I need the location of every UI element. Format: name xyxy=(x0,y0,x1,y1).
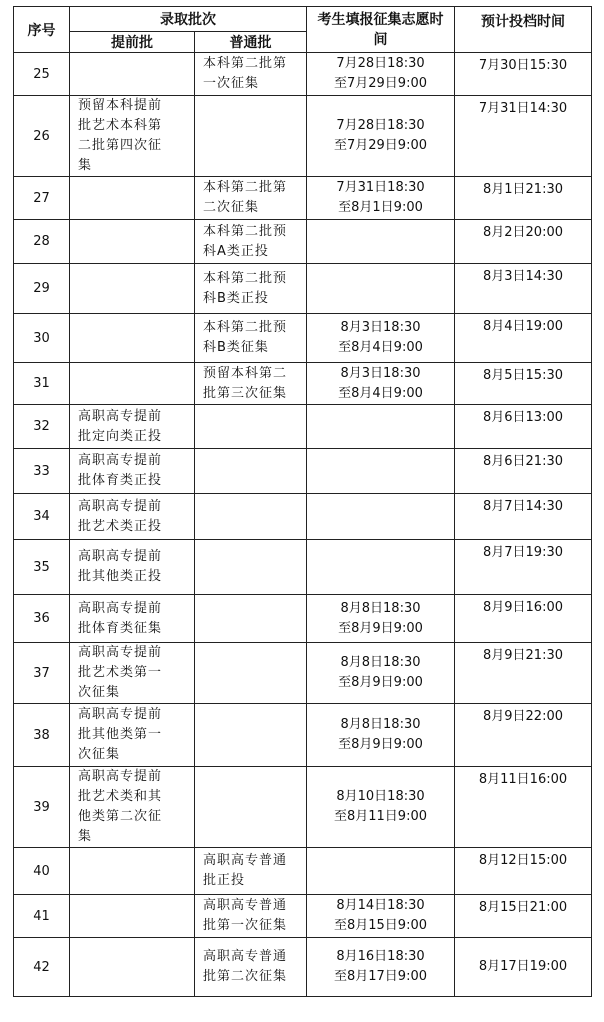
cell-line: 次征集 xyxy=(78,747,121,762)
cell-pre-time xyxy=(455,96,592,177)
cell-line: 8月7日14:30 xyxy=(482,499,563,514)
cell-line: 高职高专提前 xyxy=(78,408,163,424)
cell-fill-time xyxy=(307,177,455,220)
cell-regular-batch xyxy=(195,895,307,938)
header-seq: 序号 xyxy=(14,7,70,53)
cell-line: 8月3日18:30 xyxy=(340,320,421,335)
cell-line: 8月2日20:00 xyxy=(482,225,563,240)
cell-regular-batch xyxy=(195,96,307,177)
cell-seq: 29 xyxy=(14,264,70,314)
cell-seq: 36 xyxy=(14,595,70,643)
table-row xyxy=(14,895,592,938)
cell-regular-batch xyxy=(195,314,307,363)
cell-line: 高职高专提前 xyxy=(78,645,163,660)
cell-line: 至8月17日9:00 xyxy=(333,969,427,984)
cell-early-batch xyxy=(70,540,195,595)
cell-line: 高职高专提前 xyxy=(78,453,163,468)
cell-regular-batch xyxy=(195,643,307,704)
cell-pre-time xyxy=(455,363,592,405)
cell-fill-time xyxy=(307,767,455,848)
cell-line: 批体育类征集 xyxy=(78,620,163,636)
cell-seq: 28 xyxy=(14,220,70,264)
cell-line: 本科第二批第 xyxy=(203,180,288,195)
cell-line: 科A类正投 xyxy=(203,243,269,259)
cell-line: 8月1日21:30 xyxy=(482,182,563,197)
header-row xyxy=(14,7,592,32)
cell-early-batch xyxy=(70,938,195,997)
cell-line: 8月6日13:00 xyxy=(482,410,563,425)
cell-regular-batch xyxy=(195,177,307,220)
cell-line: 次征集 xyxy=(78,685,121,700)
cell-pre-time xyxy=(455,848,592,895)
table-row xyxy=(14,540,592,595)
cell-seq: 38 xyxy=(14,704,70,767)
cell-regular-batch xyxy=(195,595,307,643)
cell-regular-batch xyxy=(195,540,307,595)
cell-line: 批艺术类和其 xyxy=(78,789,163,804)
cell-regular-batch xyxy=(195,405,307,449)
cell-line: 集 xyxy=(78,158,93,173)
table-row xyxy=(14,363,592,405)
cell-line: 8月4日19:00 xyxy=(482,319,563,334)
table-row xyxy=(14,177,592,220)
cell-line: 8月14日18:30 xyxy=(336,898,425,913)
cell-line: 高职高专提前 xyxy=(78,707,163,722)
cell-fill-time xyxy=(307,96,455,177)
cell-line: 一次征集 xyxy=(203,76,260,91)
cell-seq: 31 xyxy=(14,363,70,405)
cell-regular-batch xyxy=(195,53,307,96)
table-row xyxy=(14,220,592,264)
cell-early-batch xyxy=(70,314,195,363)
cell-early-batch xyxy=(70,363,195,405)
cell-pre-time xyxy=(455,405,592,449)
cell-regular-batch xyxy=(195,264,307,314)
cell-line: 二次征集 xyxy=(203,200,260,215)
table-row xyxy=(14,53,592,96)
cell-line: 批第一次征集 xyxy=(203,918,288,933)
cell-seq: 26 xyxy=(14,96,70,177)
cell-line: 批第三次征集 xyxy=(203,385,288,401)
header-regular: 普通批 xyxy=(195,32,307,53)
header-fill-label: 考生填报征集志愿时间 xyxy=(317,11,444,48)
cell-line: 8月7日19:30 xyxy=(482,545,563,560)
cell-seq: 34 xyxy=(14,494,70,540)
cell-line: 本科第二批预 xyxy=(203,223,288,239)
cell-pre-time xyxy=(455,704,592,767)
cell-line: 预留本科提前 xyxy=(78,98,163,113)
cell-line: 科B类正投 xyxy=(203,290,269,306)
cell-seq: 40 xyxy=(14,848,70,895)
cell-line: 批艺术类第一 xyxy=(78,665,163,680)
cell-line: 至8月9日9:00 xyxy=(338,620,423,636)
cell-pre-time xyxy=(455,895,592,938)
cell-line: 预留本科第二 xyxy=(203,365,288,381)
cell-fill-time xyxy=(307,540,455,595)
cell-line: 本科第二批预 xyxy=(203,270,288,286)
cell-line: 8月3日18:30 xyxy=(340,365,421,381)
cell-early-batch xyxy=(70,220,195,264)
cell-early-batch xyxy=(70,895,195,938)
header-fill-time xyxy=(307,7,455,53)
cell-regular-batch xyxy=(195,220,307,264)
cell-line: 8月9日22:00 xyxy=(482,709,563,724)
cell-line: 至8月9日9:00 xyxy=(338,737,423,752)
cell-line: 至8月9日9:00 xyxy=(338,675,423,690)
cell-line: 他类第二次征 xyxy=(78,809,163,824)
cell-fill-time xyxy=(307,405,455,449)
cell-seq: 27 xyxy=(14,177,70,220)
cell-fill-time xyxy=(307,220,455,264)
cell-pre-time xyxy=(455,494,592,540)
table-row xyxy=(14,264,592,314)
table-row xyxy=(14,938,592,997)
cell-seq: 39 xyxy=(14,767,70,848)
table-row xyxy=(14,405,592,449)
cell-early-batch xyxy=(70,405,195,449)
cell-line: 批正投 xyxy=(203,873,246,888)
table-row xyxy=(14,767,592,848)
cell-pre-time xyxy=(455,177,592,220)
cell-seq: 25 xyxy=(14,53,70,96)
cell-line: 高职高专提前 xyxy=(78,769,163,784)
table-row xyxy=(14,704,592,767)
cell-line: 批体育类正投 xyxy=(78,473,163,488)
cell-line: 7月31日18:30 xyxy=(336,180,425,195)
cell-seq: 41 xyxy=(14,895,70,938)
cell-pre-time xyxy=(455,540,592,595)
cell-fill-time xyxy=(307,53,455,96)
cell-line: 高职高专提前 xyxy=(78,600,163,616)
cell-fill-time xyxy=(307,643,455,704)
cell-fill-time xyxy=(307,704,455,767)
cell-line: 批艺术本科第 xyxy=(78,118,163,133)
cell-regular-batch xyxy=(195,704,307,767)
cell-seq: 30 xyxy=(14,314,70,363)
cell-fill-time xyxy=(307,314,455,363)
cell-pre-time xyxy=(455,938,592,997)
cell-fill-time xyxy=(307,494,455,540)
cell-seq: 32 xyxy=(14,405,70,449)
cell-line: 二批第四次征 xyxy=(78,138,163,153)
cell-line: 本科第二批第 xyxy=(203,56,288,71)
table-row xyxy=(14,314,592,363)
cell-line: 8月9日16:00 xyxy=(482,600,563,615)
cell-line: 8月8日18:30 xyxy=(340,655,421,670)
schedule-table xyxy=(13,6,592,997)
cell-early-batch xyxy=(70,449,195,494)
cell-line: 本科第二批预 xyxy=(203,320,288,335)
cell-line: 8月8日18:30 xyxy=(340,717,421,732)
cell-early-batch xyxy=(70,595,195,643)
cell-line: 至7月29日9:00 xyxy=(333,138,427,153)
cell-pre-time xyxy=(455,53,592,96)
cell-early-batch xyxy=(70,177,195,220)
cell-line: 至7月29日9:00 xyxy=(333,76,427,91)
cell-line: 高职高专普通 xyxy=(203,853,288,868)
cell-line: 高职高专普通 xyxy=(203,949,288,964)
header-early: 提前批 xyxy=(70,32,195,53)
cell-line: 至8月4日9:00 xyxy=(338,385,423,401)
cell-line: 至8月11日9:00 xyxy=(333,809,427,824)
cell-line: 高职高专提前 xyxy=(78,549,163,564)
cell-pre-time xyxy=(455,220,592,264)
cell-line: 8月10日18:30 xyxy=(336,789,425,804)
cell-line: 集 xyxy=(78,829,93,844)
table-row xyxy=(14,494,592,540)
cell-line: 至8月4日9:00 xyxy=(338,340,423,355)
cell-line: 高职高专提前 xyxy=(78,498,163,514)
cell-line: 7月30日15:30 xyxy=(478,58,568,73)
cell-line: 批其他类正投 xyxy=(78,569,163,584)
cell-line: 8月3日14:30 xyxy=(482,269,563,284)
header-pre-time: 预计投档时间 xyxy=(455,7,592,53)
cell-early-batch xyxy=(70,767,195,848)
cell-line: 至8月1日9:00 xyxy=(338,200,423,215)
cell-fill-time xyxy=(307,848,455,895)
cell-pre-time xyxy=(455,264,592,314)
cell-early-batch xyxy=(70,264,195,314)
table-row xyxy=(14,595,592,643)
cell-pre-time xyxy=(455,643,592,704)
cell-line: 8月12日15:00 xyxy=(478,853,568,868)
cell-pre-time xyxy=(455,449,592,494)
cell-line: 批艺术类正投 xyxy=(78,518,163,534)
cell-line: 批第二次征集 xyxy=(203,969,288,984)
cell-regular-batch xyxy=(195,494,307,540)
cell-pre-time xyxy=(455,595,592,643)
cell-line: 7月28日18:30 xyxy=(336,118,425,133)
cell-line: 高职高专普通 xyxy=(203,898,288,913)
cell-line: 批定向类正投 xyxy=(78,428,163,444)
cell-line: 8月8日18:30 xyxy=(340,600,421,616)
cell-line: 科B类征集 xyxy=(203,340,269,355)
cell-line: 7月31日14:30 xyxy=(478,101,568,116)
cell-regular-batch xyxy=(195,767,307,848)
cell-regular-batch xyxy=(195,449,307,494)
cell-early-batch xyxy=(70,643,195,704)
cell-seq: 35 xyxy=(14,540,70,595)
table-row xyxy=(14,449,592,494)
cell-seq: 42 xyxy=(14,938,70,997)
cell-line: 8月15日21:00 xyxy=(478,900,568,915)
cell-line: 批其他类第一 xyxy=(78,727,163,742)
header-batch: 录取批次 xyxy=(70,7,307,32)
cell-fill-time xyxy=(307,938,455,997)
cell-fill-time xyxy=(307,264,455,314)
cell-regular-batch xyxy=(195,848,307,895)
cell-regular-batch xyxy=(195,938,307,997)
cell-early-batch xyxy=(70,848,195,895)
cell-line: 至8月15日9:00 xyxy=(333,918,427,933)
cell-early-batch xyxy=(70,53,195,96)
cell-line: 8月9日21:30 xyxy=(482,648,563,663)
cell-line: 8月5日15:30 xyxy=(482,368,563,383)
table-row xyxy=(14,96,592,177)
table-body xyxy=(14,53,592,997)
table-row xyxy=(14,643,592,704)
cell-early-batch xyxy=(70,704,195,767)
cell-fill-time xyxy=(307,895,455,938)
cell-regular-batch xyxy=(195,363,307,405)
cell-pre-time xyxy=(455,314,592,363)
cell-line: 8月6日21:30 xyxy=(482,454,563,469)
table-row xyxy=(14,848,592,895)
cell-line: 7月28日18:30 xyxy=(336,56,425,71)
cell-line: 8月16日18:30 xyxy=(336,949,425,964)
cell-early-batch xyxy=(70,494,195,540)
cell-fill-time xyxy=(307,363,455,405)
cell-seq: 37 xyxy=(14,643,70,704)
cell-line: 8月17日19:00 xyxy=(478,959,568,974)
cell-fill-time xyxy=(307,595,455,643)
cell-seq: 33 xyxy=(14,449,70,494)
cell-line: 8月11日16:00 xyxy=(478,772,568,787)
cell-fill-time xyxy=(307,449,455,494)
cell-early-batch xyxy=(70,96,195,177)
cell-pre-time xyxy=(455,767,592,848)
